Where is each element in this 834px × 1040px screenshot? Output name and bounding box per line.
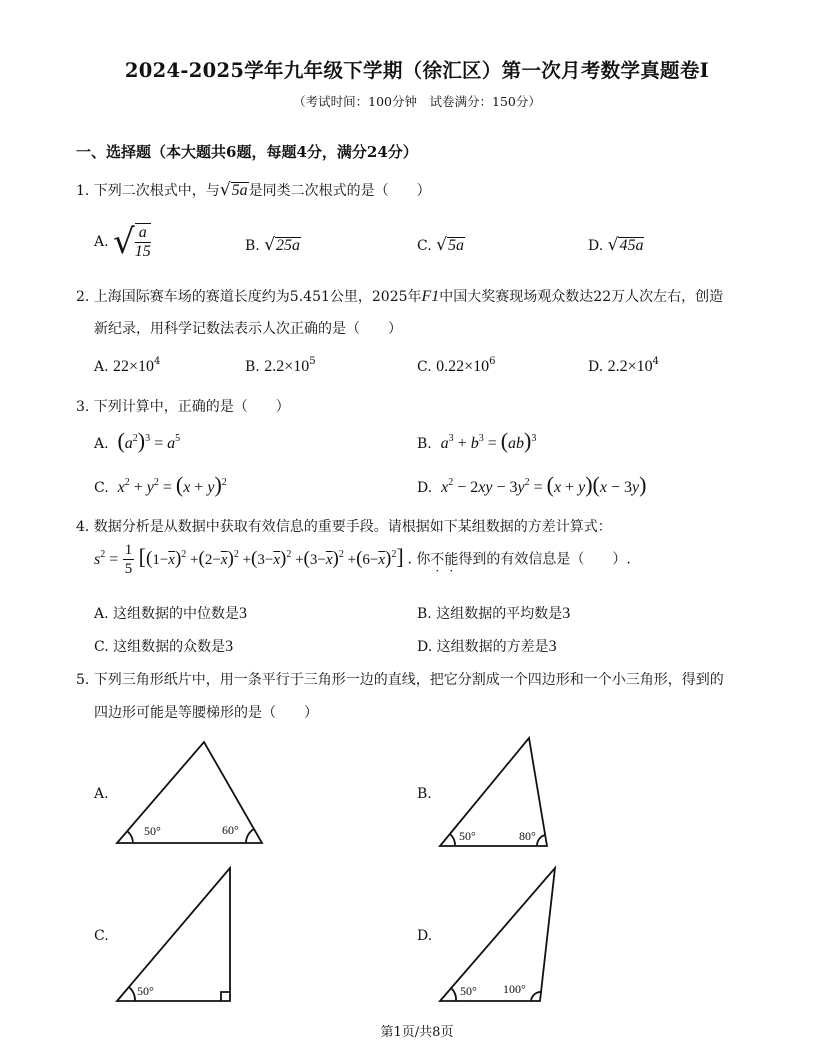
question-5-option-b-label[interactable]: B. bbox=[417, 786, 432, 802]
page-title: 2024-2025学年九年级下学期（徐汇区）第一次月考数学真题卷Ⅰ bbox=[124, 59, 710, 82]
triangle-b-angle-arc-1 bbox=[450, 834, 455, 846]
triangle-b-angle-2-label: 80° bbox=[519, 829, 536, 843]
triangle-d-angle-2-label: 100° bbox=[503, 982, 526, 996]
question-4-stem: 4. 数据分析是从数据中获取有效信息的重要手段。请根据如下某组数据的方差计算式： bbox=[76, 519, 612, 535]
question-3-option-a[interactable]: A. $(a^2)^3 = a^5$ bbox=[94, 428, 181, 453]
question-4-option-d[interactable]: D. 这组数据的方差是3 bbox=[417, 638, 557, 655]
question-3-option-d[interactable]: D. $x^2 - 2xy - 3y^2 = (x + y)(x - 3y)$ bbox=[417, 472, 647, 497]
question-1-stem: 1. 下列二次根式中，与√5a是同类二次根式的是（ ） bbox=[76, 180, 431, 200]
exam-info: （考试时间：100分钟 试卷满分：150分） bbox=[293, 94, 541, 109]
triangle-a-angle-2-label: 60° bbox=[222, 823, 239, 837]
triangle-a-angle-1-label: 50° bbox=[144, 824, 161, 838]
question-5-option-a-label[interactable]: A. bbox=[94, 786, 109, 802]
section-heading: 一、选择题（本大题共6题，每题4分，满分24分） bbox=[76, 143, 418, 161]
question-5-line-2: 四边形可能是等腰梯形的是（ ） bbox=[94, 705, 318, 721]
question-2-option-b[interactable]: B. $2.2\times 10^5$ bbox=[245, 356, 316, 375]
question-3-option-b[interactable]: B. $a^3 + b^3 = (ab)^3$ bbox=[417, 428, 537, 453]
triangle-d-angle-arc-1 bbox=[451, 988, 456, 1001]
question-4-formula: $s^2$ = $\frac{1}{5}$ $[(1-\overline{x})^2 +(2-\overline{x})^2 +(3-\overline{x})^2 +(3-\overline{x})^2 +(6-\overline{x})^2]$ . 你不能得到的有效信息是（ ）. bbox=[94, 542, 631, 577]
question-4-option-c[interactable]: C. 这组数据的众数是3 bbox=[94, 638, 234, 655]
question-2-option-a[interactable]: A. $22\times 10^4$ bbox=[94, 356, 161, 375]
question-2-option-c[interactable]: C. $0.22\times 10^6$ bbox=[417, 356, 496, 375]
page-number: 第1页/共8页 bbox=[380, 1025, 454, 1040]
question-1-option-b[interactable]: B. √25a bbox=[245, 235, 301, 255]
question-1-option-c[interactable]: C. √5a bbox=[417, 235, 464, 255]
triangle-d[interactable] bbox=[440, 868, 555, 1001]
question-4-option-b[interactable]: B. 这组数据的平均数是3 bbox=[417, 605, 571, 622]
triangle-c-angle-arc bbox=[129, 987, 135, 1001]
question-3-stem: 3. 下列计算中，正确的是（ ） bbox=[76, 399, 290, 415]
question-2-line-1: 2. 上海国际赛车场的赛道长度约为5.451公里，2025年F1中国大奖赛现场观众数达22万人次左右，创造 bbox=[76, 288, 724, 305]
triangle-c-right-angle-mark bbox=[221, 992, 230, 1001]
triangle-c-angle-1-label: 50° bbox=[137, 984, 154, 998]
question-3-option-c[interactable]: C. $x^2 + y^2 = (x + y)^2$ bbox=[94, 472, 227, 497]
question-4-option-a[interactable]: A. 这组数据的中位数是3 bbox=[94, 605, 248, 622]
question-5-option-c-label[interactable]: C. bbox=[94, 928, 109, 944]
question-1-option-d[interactable]: D. √45a bbox=[588, 235, 644, 255]
triangle-a-angle-arc-2 bbox=[246, 829, 254, 843]
triangle-b-angle-arc-2 bbox=[537, 835, 545, 846]
triangle-a[interactable] bbox=[117, 742, 262, 843]
triangle-a-angle-arc-1 bbox=[127, 831, 133, 843]
question-2-line-2: 新纪录，用科学记数法表示人次正确的是（ ） bbox=[94, 321, 402, 337]
question-1-option-a[interactable]: A. √ $\frac{a}{15}$ bbox=[94, 222, 151, 262]
question-5-option-d-label[interactable]: D. bbox=[417, 928, 433, 944]
question-2-option-d[interactable]: D. $2.2\times 10^4$ bbox=[588, 356, 660, 375]
triangle-d-angle-1-label: 50° bbox=[460, 984, 477, 998]
question-5-line-1: 5. 下列三角形纸片中，用一条平行于三角形一边的直线，把它分割成一个四边形和一个小三角形，得到的 bbox=[76, 672, 724, 688]
triangle-c[interactable] bbox=[117, 868, 230, 1001]
triangle-b-angle-1-label: 50° bbox=[459, 829, 476, 843]
